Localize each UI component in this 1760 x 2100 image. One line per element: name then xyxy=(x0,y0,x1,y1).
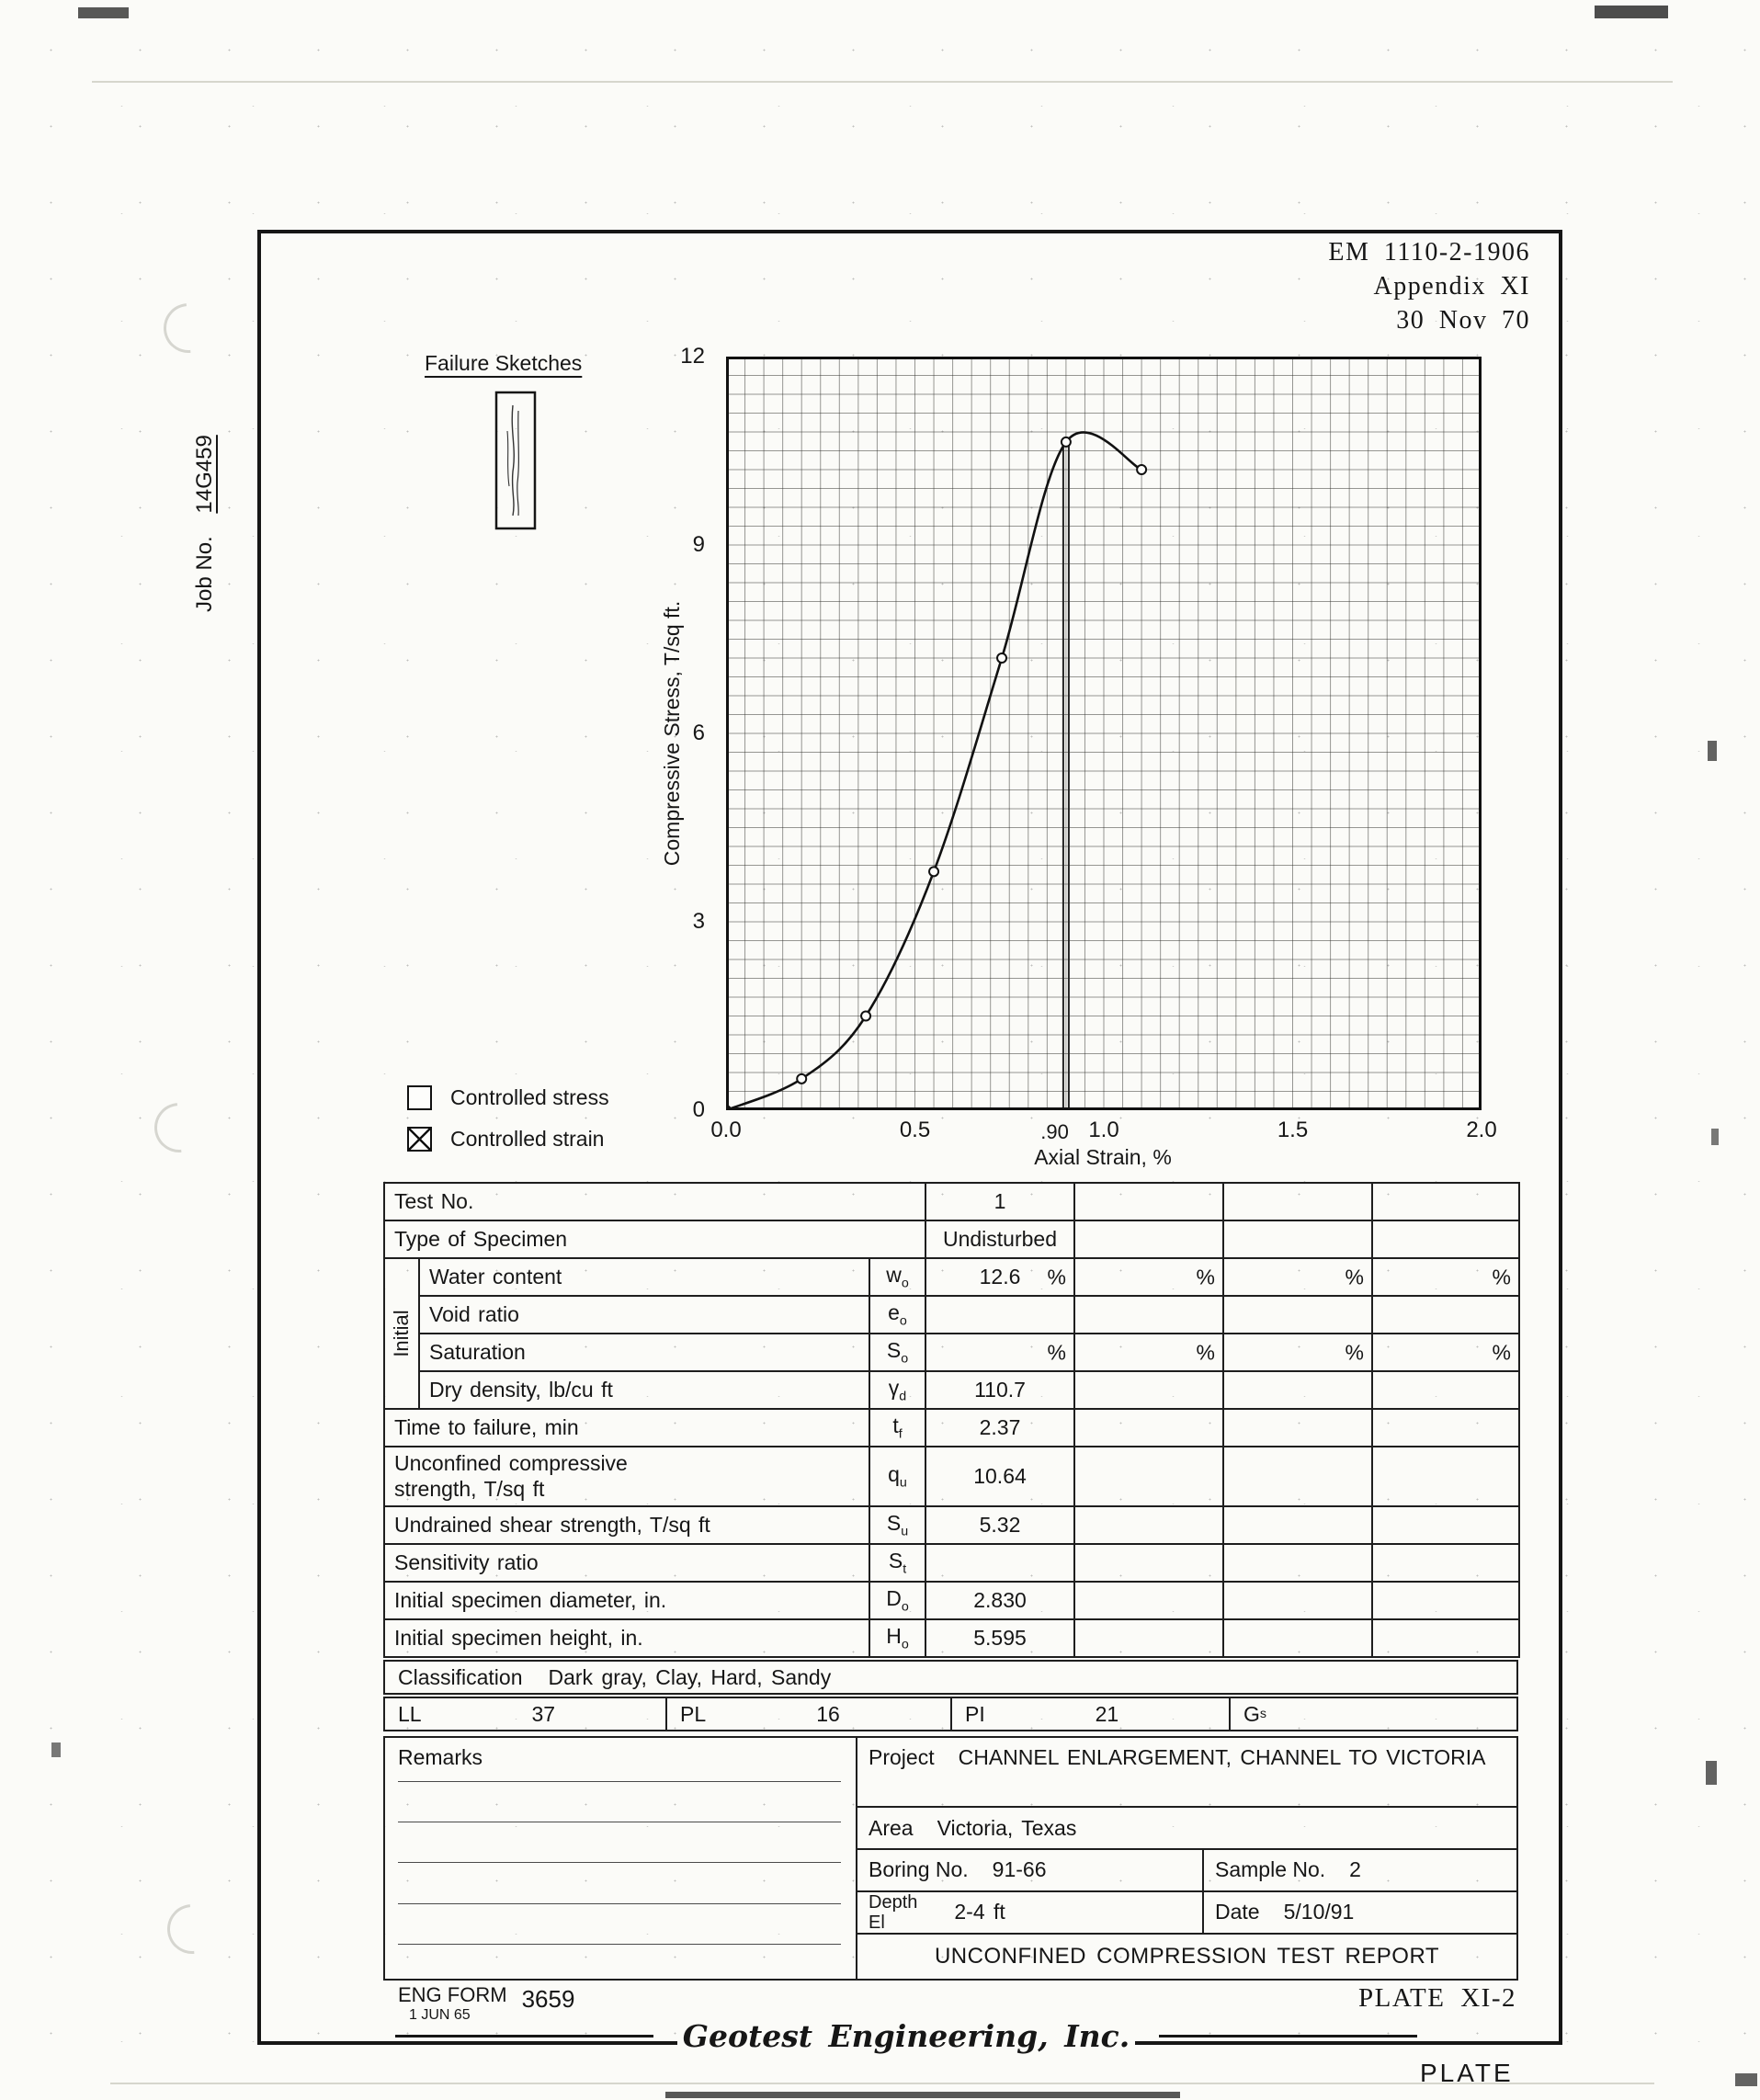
boring-label: Boring No. xyxy=(869,1857,969,1882)
pi-label: PI xyxy=(965,1701,985,1726)
value-cell-empty xyxy=(1074,1544,1223,1582)
row-label-cell xyxy=(384,1582,869,1619)
ll-value: 37 xyxy=(531,1701,556,1726)
plate-bottom-label: PLATE xyxy=(1420,2059,1514,2087)
depth-label xyxy=(869,1892,917,1933)
x-axis-tick-labels xyxy=(710,1118,1497,1145)
diameter-value: 2.830 xyxy=(973,1588,1027,1613)
failure-sketches-label: Failure Sketches xyxy=(425,351,583,375)
row-label: Sensitivity ratio xyxy=(394,1550,539,1575)
value-cell xyxy=(925,1619,1074,1657)
row-label: Dry density, lb/cu ft xyxy=(429,1378,613,1402)
value-cell-empty xyxy=(925,1544,1074,1582)
value-cell xyxy=(1372,1334,1519,1371)
form-label: ENG FORM xyxy=(398,1983,507,2006)
table-row-void-ratio xyxy=(384,1296,1519,1334)
job-number-sidebar xyxy=(192,392,221,612)
value-cell xyxy=(1372,1258,1519,1296)
value-cell xyxy=(925,1220,1074,1258)
project-label: Project xyxy=(869,1745,935,1769)
row-label-cell xyxy=(384,1447,869,1506)
symbol-subscript: o xyxy=(899,1313,907,1329)
dry-density-value: 110.7 xyxy=(974,1378,1026,1402)
table-row-time-to-failure xyxy=(384,1409,1519,1447)
symbol-cell xyxy=(869,1582,925,1619)
row-label-cell xyxy=(384,1220,925,1258)
date-label: Date xyxy=(1215,1900,1260,1924)
symbol-subscript: t xyxy=(903,1561,907,1577)
value-cell-empty xyxy=(1372,1619,1519,1657)
value-cell-empty xyxy=(1074,1409,1223,1447)
percent-sign: % xyxy=(1492,1265,1511,1288)
percent-sign: % xyxy=(1047,1340,1066,1364)
value-cell-empty xyxy=(1223,1371,1372,1409)
symbol-subscript: d xyxy=(899,1389,907,1404)
symbol-cell xyxy=(869,1506,925,1544)
row-label-cell xyxy=(419,1258,869,1296)
value-cell-empty xyxy=(1074,1619,1223,1657)
value-cell xyxy=(1223,1258,1372,1296)
classification-label: Classification xyxy=(398,1664,523,1689)
value-cell-empty xyxy=(1223,1619,1372,1657)
y-tick: 6 xyxy=(692,721,705,745)
row-label: Time to failure, min xyxy=(394,1415,579,1439)
date-value: 5/10/91 xyxy=(1283,1900,1355,1924)
value-cell-empty xyxy=(1074,1506,1223,1544)
stress-strain-chart xyxy=(726,357,1482,1110)
symbol-subscript: u xyxy=(899,1475,907,1491)
plate-reference: PLATE XI-2 xyxy=(1357,1983,1516,2013)
value-cell xyxy=(1223,1334,1372,1371)
pi-value: 21 xyxy=(1095,1701,1119,1726)
remarks-rule-line xyxy=(398,1903,841,1904)
value-cell-empty xyxy=(1074,1296,1223,1334)
pl-cell xyxy=(667,1698,952,1730)
failure-strain-annotation: .90 xyxy=(1040,1120,1069,1143)
symbol-cell xyxy=(869,1258,925,1296)
value-cell-empty xyxy=(1372,1220,1519,1258)
pl-label: PL xyxy=(680,1701,707,1726)
symbol-cell xyxy=(869,1334,925,1371)
row-label: Test No. xyxy=(394,1189,474,1213)
row-label-cell xyxy=(419,1371,869,1409)
legend-label: Controlled strain xyxy=(450,1126,605,1151)
row-label-cell xyxy=(384,1506,869,1544)
document-header xyxy=(1057,235,1530,337)
sample-cell xyxy=(1204,1850,1516,1890)
value-cell xyxy=(1074,1258,1223,1296)
y-tick: 0 xyxy=(692,1097,705,1122)
symbol-subscript: o xyxy=(901,1351,909,1367)
binder-ring-mark xyxy=(157,1894,227,1964)
crossed-square-icon xyxy=(407,1127,432,1152)
ll-label: LL xyxy=(398,1701,422,1726)
symbol: S xyxy=(888,1549,903,1573)
symbol-cell xyxy=(869,1371,925,1409)
boring-cell xyxy=(857,1850,1204,1890)
row-label-line2: strength, T/sq ft xyxy=(394,1476,545,1501)
row-label-line1: Unconfined compressive xyxy=(394,1451,628,1475)
footer-rule-left xyxy=(395,2035,653,2038)
symbol-subscript: o xyxy=(901,1637,909,1652)
row-label: Initial specimen height, in. xyxy=(394,1626,643,1651)
row-label: Water content xyxy=(429,1265,562,1288)
value-cell-empty xyxy=(1074,1183,1223,1220)
percent-sign: % xyxy=(1492,1340,1511,1364)
value-cell xyxy=(925,1183,1074,1220)
y-tick: 9 xyxy=(692,532,705,557)
depth-value: 2-4 ft xyxy=(954,1900,1005,1924)
value-cell-empty xyxy=(1223,1582,1372,1619)
undrained-strength-value: 5.32 xyxy=(979,1513,1021,1538)
value-cell xyxy=(925,1409,1074,1447)
percent-sign: % xyxy=(1196,1265,1215,1288)
row-label-cell xyxy=(419,1296,869,1334)
failure-sketch-drawing xyxy=(494,391,537,530)
value-cell-empty xyxy=(1372,1371,1519,1409)
value-cell-empty xyxy=(1223,1296,1372,1334)
percent-sign: % xyxy=(1196,1340,1215,1364)
symbol-cell xyxy=(869,1544,925,1582)
scan-artifact xyxy=(1706,1761,1717,1785)
table-row-unconfined-strength xyxy=(384,1447,1519,1506)
symbol: q xyxy=(888,1462,900,1487)
area-label: Area xyxy=(869,1815,914,1840)
scan-artifact xyxy=(1595,6,1668,18)
scan-artifact xyxy=(1735,2073,1757,2086)
value-cell-empty xyxy=(1074,1582,1223,1619)
value-cell-empty xyxy=(1074,1447,1223,1506)
symbol-cell xyxy=(869,1296,925,1334)
job-label: Job No. xyxy=(192,536,217,612)
remarks-rule-line xyxy=(398,1781,841,1782)
unconfined-strength-value: 10.64 xyxy=(973,1464,1027,1489)
symbol: γ xyxy=(888,1376,900,1401)
row-label: Type of Specimen xyxy=(394,1227,568,1251)
row-label-cell xyxy=(384,1409,869,1447)
symbol-cell xyxy=(869,1447,925,1506)
value-cell xyxy=(925,1447,1074,1506)
doc-date: 30 Nov 70 xyxy=(1396,306,1530,335)
value-cell-empty xyxy=(1372,1447,1519,1506)
depth-cell xyxy=(857,1892,1204,1933)
chart-legend xyxy=(407,1084,609,1167)
symbol: S xyxy=(886,1511,902,1536)
legend-item-controlled-stress xyxy=(407,1084,609,1110)
percent-sign: % xyxy=(1345,1265,1364,1288)
value-cell xyxy=(925,1258,1074,1296)
value-cell xyxy=(925,1506,1074,1544)
value-cell-empty xyxy=(1223,1447,1372,1506)
date-cell xyxy=(1204,1892,1516,1933)
area-row xyxy=(857,1808,1516,1850)
classification-value: Dark gray, Clay, Hard, Sandy xyxy=(548,1664,832,1689)
specimen-type-value: Undisturbed xyxy=(942,1227,1058,1251)
initial-group-cell xyxy=(384,1258,419,1409)
sample-label: Sample No. xyxy=(1215,1857,1326,1882)
row-label-cell xyxy=(384,1544,869,1582)
y-axis-title: Compressive Stress, T/sq ft. xyxy=(660,600,684,867)
row-label: Initial specimen diameter, in. xyxy=(394,1588,667,1613)
footer-rule-right xyxy=(1159,2035,1417,2038)
classification-row xyxy=(383,1660,1518,1695)
scan-edge-line xyxy=(92,81,1673,83)
x-tick: 2.0 xyxy=(1466,1118,1497,1142)
project-value: CHANNEL ENLARGEMENT, CHANNEL TO VICTORIA xyxy=(958,1745,1486,1769)
gs-label: G xyxy=(1243,1701,1260,1726)
value-cell-empty xyxy=(1223,1544,1372,1582)
scan-artifact xyxy=(1711,1129,1719,1145)
binder-ring-mark xyxy=(153,293,223,363)
row-label-cell xyxy=(384,1619,869,1657)
doc-appendix: Appendix XI xyxy=(1373,272,1530,301)
value-cell xyxy=(925,1334,1074,1371)
binder-ring-mark xyxy=(144,1093,214,1163)
value-cell-empty xyxy=(1074,1220,1223,1258)
table-row-specimen-type xyxy=(384,1220,1519,1258)
row-label: Void ratio xyxy=(429,1302,519,1326)
boring-sample-row xyxy=(857,1850,1516,1891)
symbol-subscript: f xyxy=(898,1426,903,1442)
legend-item-controlled-strain xyxy=(407,1126,609,1152)
depth-label-line1: Depth xyxy=(869,1891,918,1913)
value-cell xyxy=(925,1371,1074,1409)
y-tick: 3 xyxy=(692,909,705,934)
ll-cell xyxy=(385,1698,667,1730)
table-row-test-no xyxy=(384,1183,1519,1220)
x-tick: 1.0 xyxy=(1088,1118,1119,1142)
initial-group-label: Initial xyxy=(390,1310,413,1357)
symbol: S xyxy=(886,1338,902,1363)
gs-subscript: s xyxy=(1259,1707,1267,1721)
value-cell-empty xyxy=(1074,1371,1223,1409)
gs-cell xyxy=(1231,1698,1516,1730)
table-row-water-content xyxy=(384,1258,1519,1296)
project-info-box xyxy=(856,1736,1518,1981)
company-name: Geotest Engineering, Inc. xyxy=(677,2018,1135,2054)
table-row-specimen-diameter xyxy=(384,1582,1519,1619)
height-value: 5.595 xyxy=(973,1626,1027,1651)
remarks-label: Remarks xyxy=(398,1745,483,1769)
scan-artifact xyxy=(78,7,129,18)
table-row-sensitivity xyxy=(384,1544,1519,1582)
doc-number: EM 1110-2-1906 xyxy=(1328,238,1530,267)
symbol-subscript: o xyxy=(901,1599,909,1615)
report-title-row xyxy=(857,1935,1516,1979)
value-cell-empty xyxy=(1223,1183,1372,1220)
symbol-subscript: o xyxy=(901,1276,909,1291)
symbol: e xyxy=(888,1300,900,1325)
percent-sign: % xyxy=(1345,1340,1364,1364)
form-number: 3659 xyxy=(521,1985,575,2013)
symbol-cell xyxy=(869,1409,925,1447)
table-row-undrained-strength xyxy=(384,1506,1519,1544)
value-cell-empty xyxy=(1372,1544,1519,1582)
y-tick: 12 xyxy=(680,344,705,369)
job-number: 14G459 xyxy=(192,435,217,514)
empty-square-icon xyxy=(407,1085,432,1110)
depth-label-line2: El xyxy=(869,1912,885,1933)
table-row-specimen-height xyxy=(384,1619,1519,1657)
pi-cell xyxy=(952,1698,1231,1730)
remarks-rule-line xyxy=(398,1944,841,1945)
x-tick: 0.0 xyxy=(710,1118,742,1142)
test-no-value: 1 xyxy=(994,1189,1006,1213)
water-content-value: 12.6 xyxy=(979,1265,1021,1288)
x-tick: 1.5 xyxy=(1277,1118,1309,1142)
atterberg-limits-row xyxy=(383,1697,1518,1731)
value-cell-empty xyxy=(1223,1409,1372,1447)
time-to-failure-value: 2.37 xyxy=(979,1415,1021,1439)
scan-artifact xyxy=(665,2092,1180,2098)
value-cell-empty xyxy=(1223,1506,1372,1544)
value-cell-empty xyxy=(1372,1506,1519,1544)
symbol-subscript: u xyxy=(901,1524,909,1539)
remarks-box xyxy=(383,1736,856,1981)
value-cell-empty xyxy=(1372,1296,1519,1334)
test-results-table xyxy=(383,1182,1520,1658)
value-cell-empty xyxy=(1372,1183,1519,1220)
scan-artifact xyxy=(51,1742,61,1757)
symbol-cell xyxy=(869,1619,925,1657)
row-label-cell xyxy=(419,1334,869,1371)
report-title: UNCONFINED COMPRESSION TEST REPORT xyxy=(934,1943,1440,1969)
pl-value: 16 xyxy=(816,1701,840,1726)
x-axis-title: Axial Strain, % xyxy=(1034,1145,1172,1169)
value-cell-empty xyxy=(1372,1409,1519,1447)
value-cell xyxy=(925,1582,1074,1619)
symbol: t xyxy=(892,1413,899,1438)
depth-date-row xyxy=(857,1892,1516,1935)
row-label-cell xyxy=(384,1183,925,1220)
area-value: Victoria, Texas xyxy=(937,1815,1077,1840)
scan-artifact xyxy=(1708,741,1717,761)
value-cell-empty xyxy=(925,1296,1074,1334)
symbol: H xyxy=(886,1624,902,1649)
form-date: 1 JUN 65 xyxy=(409,2007,471,2023)
percent-sign: % xyxy=(1047,1265,1066,1288)
legend-label: Controlled stress xyxy=(450,1084,609,1109)
remarks-rule-line xyxy=(398,1862,841,1863)
x-tick: 0.5 xyxy=(899,1118,931,1142)
bottom-section xyxy=(383,1736,1518,1981)
value-cell-empty xyxy=(1372,1582,1519,1619)
company-footer xyxy=(395,2018,1417,2054)
boring-value: 91-66 xyxy=(992,1857,1047,1882)
value-cell xyxy=(1074,1334,1223,1371)
sample-value: 2 xyxy=(1349,1857,1361,1882)
table-row-dry-density xyxy=(384,1371,1519,1409)
table-row-saturation xyxy=(384,1334,1519,1371)
row-label: Undrained shear strength, T/sq ft xyxy=(394,1513,710,1538)
project-row xyxy=(857,1738,1516,1808)
symbol: w xyxy=(886,1263,902,1288)
value-cell-empty xyxy=(1223,1220,1372,1258)
symbol: D xyxy=(886,1586,902,1611)
row-label: Saturation xyxy=(429,1340,526,1364)
